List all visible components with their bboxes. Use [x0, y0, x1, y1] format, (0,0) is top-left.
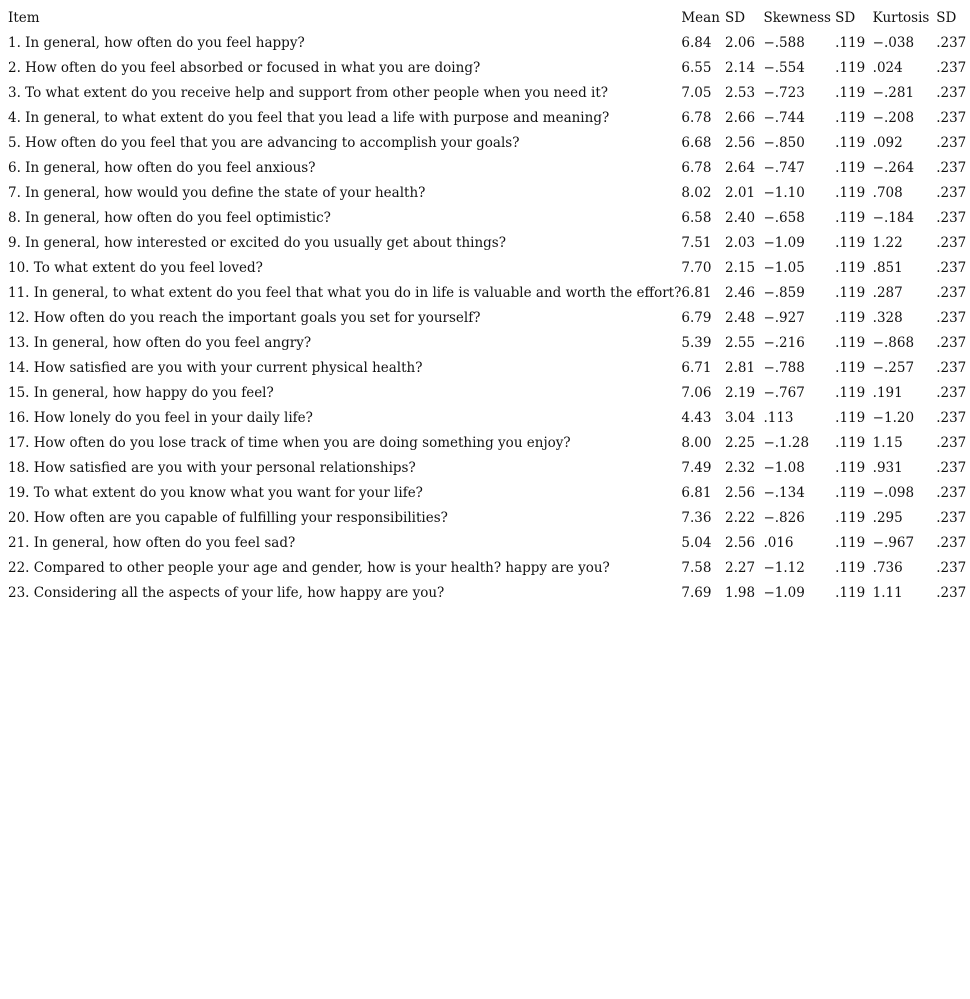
table-row — [8, 406, 970, 431]
sd-value: 2.53 — [725, 85, 756, 101]
skewness-value: −.134 — [763, 485, 805, 501]
skewness-value: −.747 — [763, 160, 805, 176]
mean-value: 8.00 — [681, 435, 712, 451]
sd-value: 2.66 — [725, 110, 756, 126]
sd-value: 2.64 — [725, 160, 756, 176]
skewness-sd-value: .119 — [835, 35, 866, 51]
skewness-value: −.723 — [763, 85, 805, 101]
mean-value: 7.06 — [681, 385, 712, 401]
mean-value: 7.69 — [681, 585, 712, 601]
mean-value: 6.78 — [681, 160, 712, 176]
skewness-value: .113 — [763, 410, 794, 426]
sd-value: 2.06 — [725, 35, 756, 51]
kurtosis-value: −.184 — [872, 210, 915, 226]
item-text: 10. To what extent do you feel loved? — [8, 260, 263, 276]
skewness-value: −1.09 — [763, 585, 805, 601]
table-row — [8, 131, 970, 156]
kurtosis-value: 1.22 — [872, 235, 903, 251]
item-text: 18. How satisfied are you with your personal relationships? — [8, 460, 416, 476]
mean-value: 6.58 — [681, 210, 712, 226]
mean-value: 4.43 — [681, 410, 712, 426]
kurtosis-sd-value: .237 — [936, 485, 967, 501]
skewness-sd-value: .119 — [835, 310, 866, 326]
kurtosis-sd-value: .237 — [936, 185, 967, 201]
header-kurtosis-sd: SD — [936, 10, 957, 26]
skewness-value: −1.12 — [763, 560, 805, 576]
skewness-sd-value: .119 — [835, 335, 866, 351]
item-text: 11. In general, to what extent do you feel that what you do in life is valuable and worth the effort? — [8, 285, 682, 301]
kurtosis-value: −.967 — [872, 535, 915, 551]
skewness-sd-value: .119 — [835, 285, 866, 301]
mean-value: 7.58 — [681, 560, 712, 576]
table-row — [8, 106, 970, 131]
skewness-value: −1.08 — [763, 460, 805, 476]
mean-value: 7.49 — [681, 460, 712, 476]
skewness-value: −.658 — [763, 210, 805, 226]
kurtosis-value: −1.20 — [872, 410, 915, 426]
skewness-value: −.744 — [763, 110, 805, 126]
skewness-value: −1.09 — [763, 235, 805, 251]
skewness-value: −.788 — [763, 360, 805, 376]
skewness-sd-value: .119 — [835, 510, 866, 526]
sd-value: 2.56 — [725, 135, 756, 151]
header-kurtosis: Kurtosis — [872, 10, 930, 26]
table-row — [8, 181, 970, 206]
skewness-value: −.554 — [763, 60, 805, 76]
header-skewness-sd: SD — [835, 10, 856, 26]
sd-value: 2.32 — [725, 460, 756, 476]
kurtosis-value: .024 — [872, 60, 903, 76]
skewness-sd-value: .119 — [835, 60, 866, 76]
item-text: 17. How often do you lose track of time when you are doing something you enjoy? — [8, 435, 571, 451]
kurtosis-value: −.257 — [872, 360, 915, 376]
kurtosis-value: −.264 — [872, 160, 915, 176]
sd-value: 2.15 — [725, 260, 756, 276]
kurtosis-sd-value: .237 — [936, 410, 967, 426]
header-skewness: Skewness — [763, 10, 831, 26]
kurtosis-sd-value: .237 — [936, 235, 967, 251]
skewness-sd-value: .119 — [835, 460, 866, 476]
item-text: 15. In general, how happy do you feel? — [8, 385, 274, 401]
header-mean: Mean — [681, 10, 720, 26]
skewness-value: .016 — [763, 535, 794, 551]
table-row — [8, 81, 970, 106]
kurtosis-sd-value: .237 — [936, 385, 967, 401]
sd-value: 2.19 — [725, 385, 756, 401]
kurtosis-value: −.038 — [872, 35, 915, 51]
kurtosis-sd-value: .237 — [936, 135, 967, 151]
skewness-sd-value: .119 — [835, 185, 866, 201]
item-text: 2. How often do you feel absorbed or focused in what you are doing? — [8, 60, 481, 76]
kurtosis-value: −.098 — [872, 485, 915, 501]
table-row — [8, 531, 970, 556]
kurtosis-sd-value: .237 — [936, 160, 967, 176]
mean-value: 6.81 — [681, 485, 712, 501]
skewness-sd-value: .119 — [835, 235, 866, 251]
kurtosis-value: .295 — [872, 510, 903, 526]
sd-value: 2.25 — [725, 435, 756, 451]
mean-value: 5.39 — [681, 335, 712, 351]
kurtosis-sd-value: .237 — [936, 260, 967, 276]
mean-value: 7.70 — [681, 260, 712, 276]
sd-value: 2.40 — [725, 210, 756, 226]
sd-value: 2.56 — [725, 485, 756, 501]
kurtosis-value: 1.11 — [872, 585, 903, 601]
header-sd: SD — [725, 10, 746, 26]
item-text: 19. To what extent do you know what you want for your life? — [8, 485, 423, 501]
kurtosis-value: −.281 — [872, 85, 915, 101]
kurtosis-value: .328 — [872, 310, 903, 326]
table-row — [8, 56, 970, 81]
kurtosis-value: .287 — [872, 285, 903, 301]
mean-value: 7.51 — [681, 235, 712, 251]
sd-value: 2.81 — [725, 360, 756, 376]
item-text: 8. In general, how often do you feel optimistic? — [8, 210, 331, 226]
sd-value: 2.46 — [725, 285, 756, 301]
mean-value: 6.78 — [681, 110, 712, 126]
mean-value: 6.81 — [681, 285, 712, 301]
kurtosis-sd-value: .237 — [936, 435, 967, 451]
kurtosis-sd-value: .237 — [936, 35, 967, 51]
table-row — [8, 381, 970, 406]
item-text: 12. How often do you reach the important goals you set for yourself? — [8, 310, 481, 326]
kurtosis-sd-value: .237 — [936, 110, 967, 126]
item-text: 20. How often are you capable of fulfilling your responsibilities? — [8, 510, 448, 526]
kurtosis-value: .931 — [872, 460, 903, 476]
descriptive-statistics-table — [8, 6, 970, 606]
skewness-value: −.826 — [763, 510, 805, 526]
table-row — [8, 231, 970, 256]
mean-value: 8.02 — [681, 185, 712, 201]
table-row — [8, 556, 970, 581]
table-row — [8, 356, 970, 381]
item-text: 1. In general, how often do you feel happy? — [8, 35, 305, 51]
mean-value: 6.55 — [681, 60, 712, 76]
kurtosis-sd-value: .237 — [936, 560, 967, 576]
skewness-sd-value: .119 — [835, 410, 866, 426]
sd-value: 1.98 — [725, 585, 756, 601]
skewness-sd-value: .119 — [835, 535, 866, 551]
skewness-sd-value: .119 — [835, 210, 866, 226]
sd-value: 2.48 — [725, 310, 756, 326]
header-row — [8, 6, 970, 31]
sd-value: 2.55 — [725, 335, 756, 351]
sd-value: 2.03 — [725, 235, 756, 251]
sd-value: 2.56 — [725, 535, 756, 551]
table-body — [8, 31, 970, 606]
item-text: 9. In general, how interested or excited do you usually get about things? — [8, 235, 506, 251]
skewness-sd-value: .119 — [835, 585, 866, 601]
mean-value: 6.71 — [681, 360, 712, 376]
kurtosis-value: .851 — [872, 260, 903, 276]
kurtosis-value: 1.15 — [872, 435, 903, 451]
kurtosis-value: .092 — [872, 135, 903, 151]
mean-value: 6.68 — [681, 135, 712, 151]
sd-value: 2.27 — [725, 560, 756, 576]
kurtosis-value: −.208 — [872, 110, 915, 126]
kurtosis-value: −.868 — [872, 335, 915, 351]
table-row — [8, 431, 970, 456]
table-row — [8, 581, 970, 606]
sd-value: 2.14 — [725, 60, 756, 76]
mean-value: 5.04 — [681, 535, 712, 551]
kurtosis-sd-value: .237 — [936, 335, 967, 351]
item-text: 7. In general, how would you define the state of your health? — [8, 185, 426, 201]
item-text: 5. How often do you feel that you are advancing to accomplish your goals? — [8, 135, 520, 151]
kurtosis-sd-value: .237 — [936, 85, 967, 101]
skewness-sd-value: .119 — [835, 260, 866, 276]
kurtosis-sd-value: .237 — [936, 310, 967, 326]
kurtosis-sd-value: .237 — [936, 60, 967, 76]
table-row — [8, 31, 970, 56]
table-row — [8, 281, 970, 306]
skewness-sd-value: .119 — [835, 560, 866, 576]
skewness-value: −.927 — [763, 310, 805, 326]
kurtosis-value: .736 — [872, 560, 903, 576]
item-text: 4. In general, to what extent do you feel that you lead a life with purpose and meaning? — [8, 110, 610, 126]
table-row — [8, 481, 970, 506]
kurtosis-sd-value: .237 — [936, 535, 967, 551]
mean-value: 6.84 — [681, 35, 712, 51]
item-text: 14. How satisfied are you with your current physical health? — [8, 360, 423, 376]
sd-value: 2.01 — [725, 185, 756, 201]
skewness-sd-value: .119 — [835, 385, 866, 401]
skewness-value: −.588 — [763, 35, 805, 51]
item-text: 13. In general, how often do you feel angry? — [8, 335, 312, 351]
skewness-value: −1.10 — [763, 185, 805, 201]
mean-value: 7.36 — [681, 510, 712, 526]
item-text: 21. In general, how often do you feel sad? — [8, 535, 296, 551]
item-text: 23. Considering all the aspects of your life, how happy are you? — [8, 585, 445, 601]
kurtosis-value: .191 — [872, 385, 903, 401]
item-text: 22. Compared to other people your age and gender, how is your health? happy are you? — [8, 560, 610, 576]
skewness-value: −1.05 — [763, 260, 805, 276]
kurtosis-sd-value: .237 — [936, 360, 967, 376]
kurtosis-sd-value: .237 — [936, 460, 967, 476]
item-text: 6. In general, how often do you feel anxious? — [8, 160, 316, 176]
sd-value: 3.04 — [725, 410, 756, 426]
table-row — [8, 331, 970, 356]
item-text: 3. To what extent do you receive help and support from other people when you need it? — [8, 85, 609, 101]
mean-value: 7.05 — [681, 85, 712, 101]
kurtosis-sd-value: .237 — [936, 210, 967, 226]
skewness-value: −.216 — [763, 335, 805, 351]
skewness-sd-value: .119 — [835, 360, 866, 376]
kurtosis-sd-value: .237 — [936, 285, 967, 301]
skewness-sd-value: .119 — [835, 85, 866, 101]
item-text: 16. How lonely do you feel in your daily life? — [8, 410, 313, 426]
skewness-value: −.767 — [763, 385, 805, 401]
mean-value: 6.79 — [681, 310, 712, 326]
skewness-value: −.1.28 — [763, 435, 810, 451]
kurtosis-sd-value: .237 — [936, 510, 967, 526]
skewness-sd-value: .119 — [835, 135, 866, 151]
table-row — [8, 456, 970, 481]
header-item: Item — [8, 10, 40, 26]
kurtosis-sd-value: .237 — [936, 585, 967, 601]
skewness-sd-value: .119 — [835, 160, 866, 176]
skewness-sd-value: .119 — [835, 110, 866, 126]
skewness-sd-value: .119 — [835, 435, 866, 451]
skewness-sd-value: .119 — [835, 485, 866, 501]
skewness-value: −.859 — [763, 285, 805, 301]
table-row — [8, 156, 970, 181]
kurtosis-value: .708 — [872, 185, 903, 201]
skewness-value: −.850 — [763, 135, 805, 151]
table-row — [8, 306, 970, 331]
table-row — [8, 506, 970, 531]
table-row — [8, 256, 970, 281]
table-row — [8, 206, 970, 231]
sd-value: 2.22 — [725, 510, 756, 526]
